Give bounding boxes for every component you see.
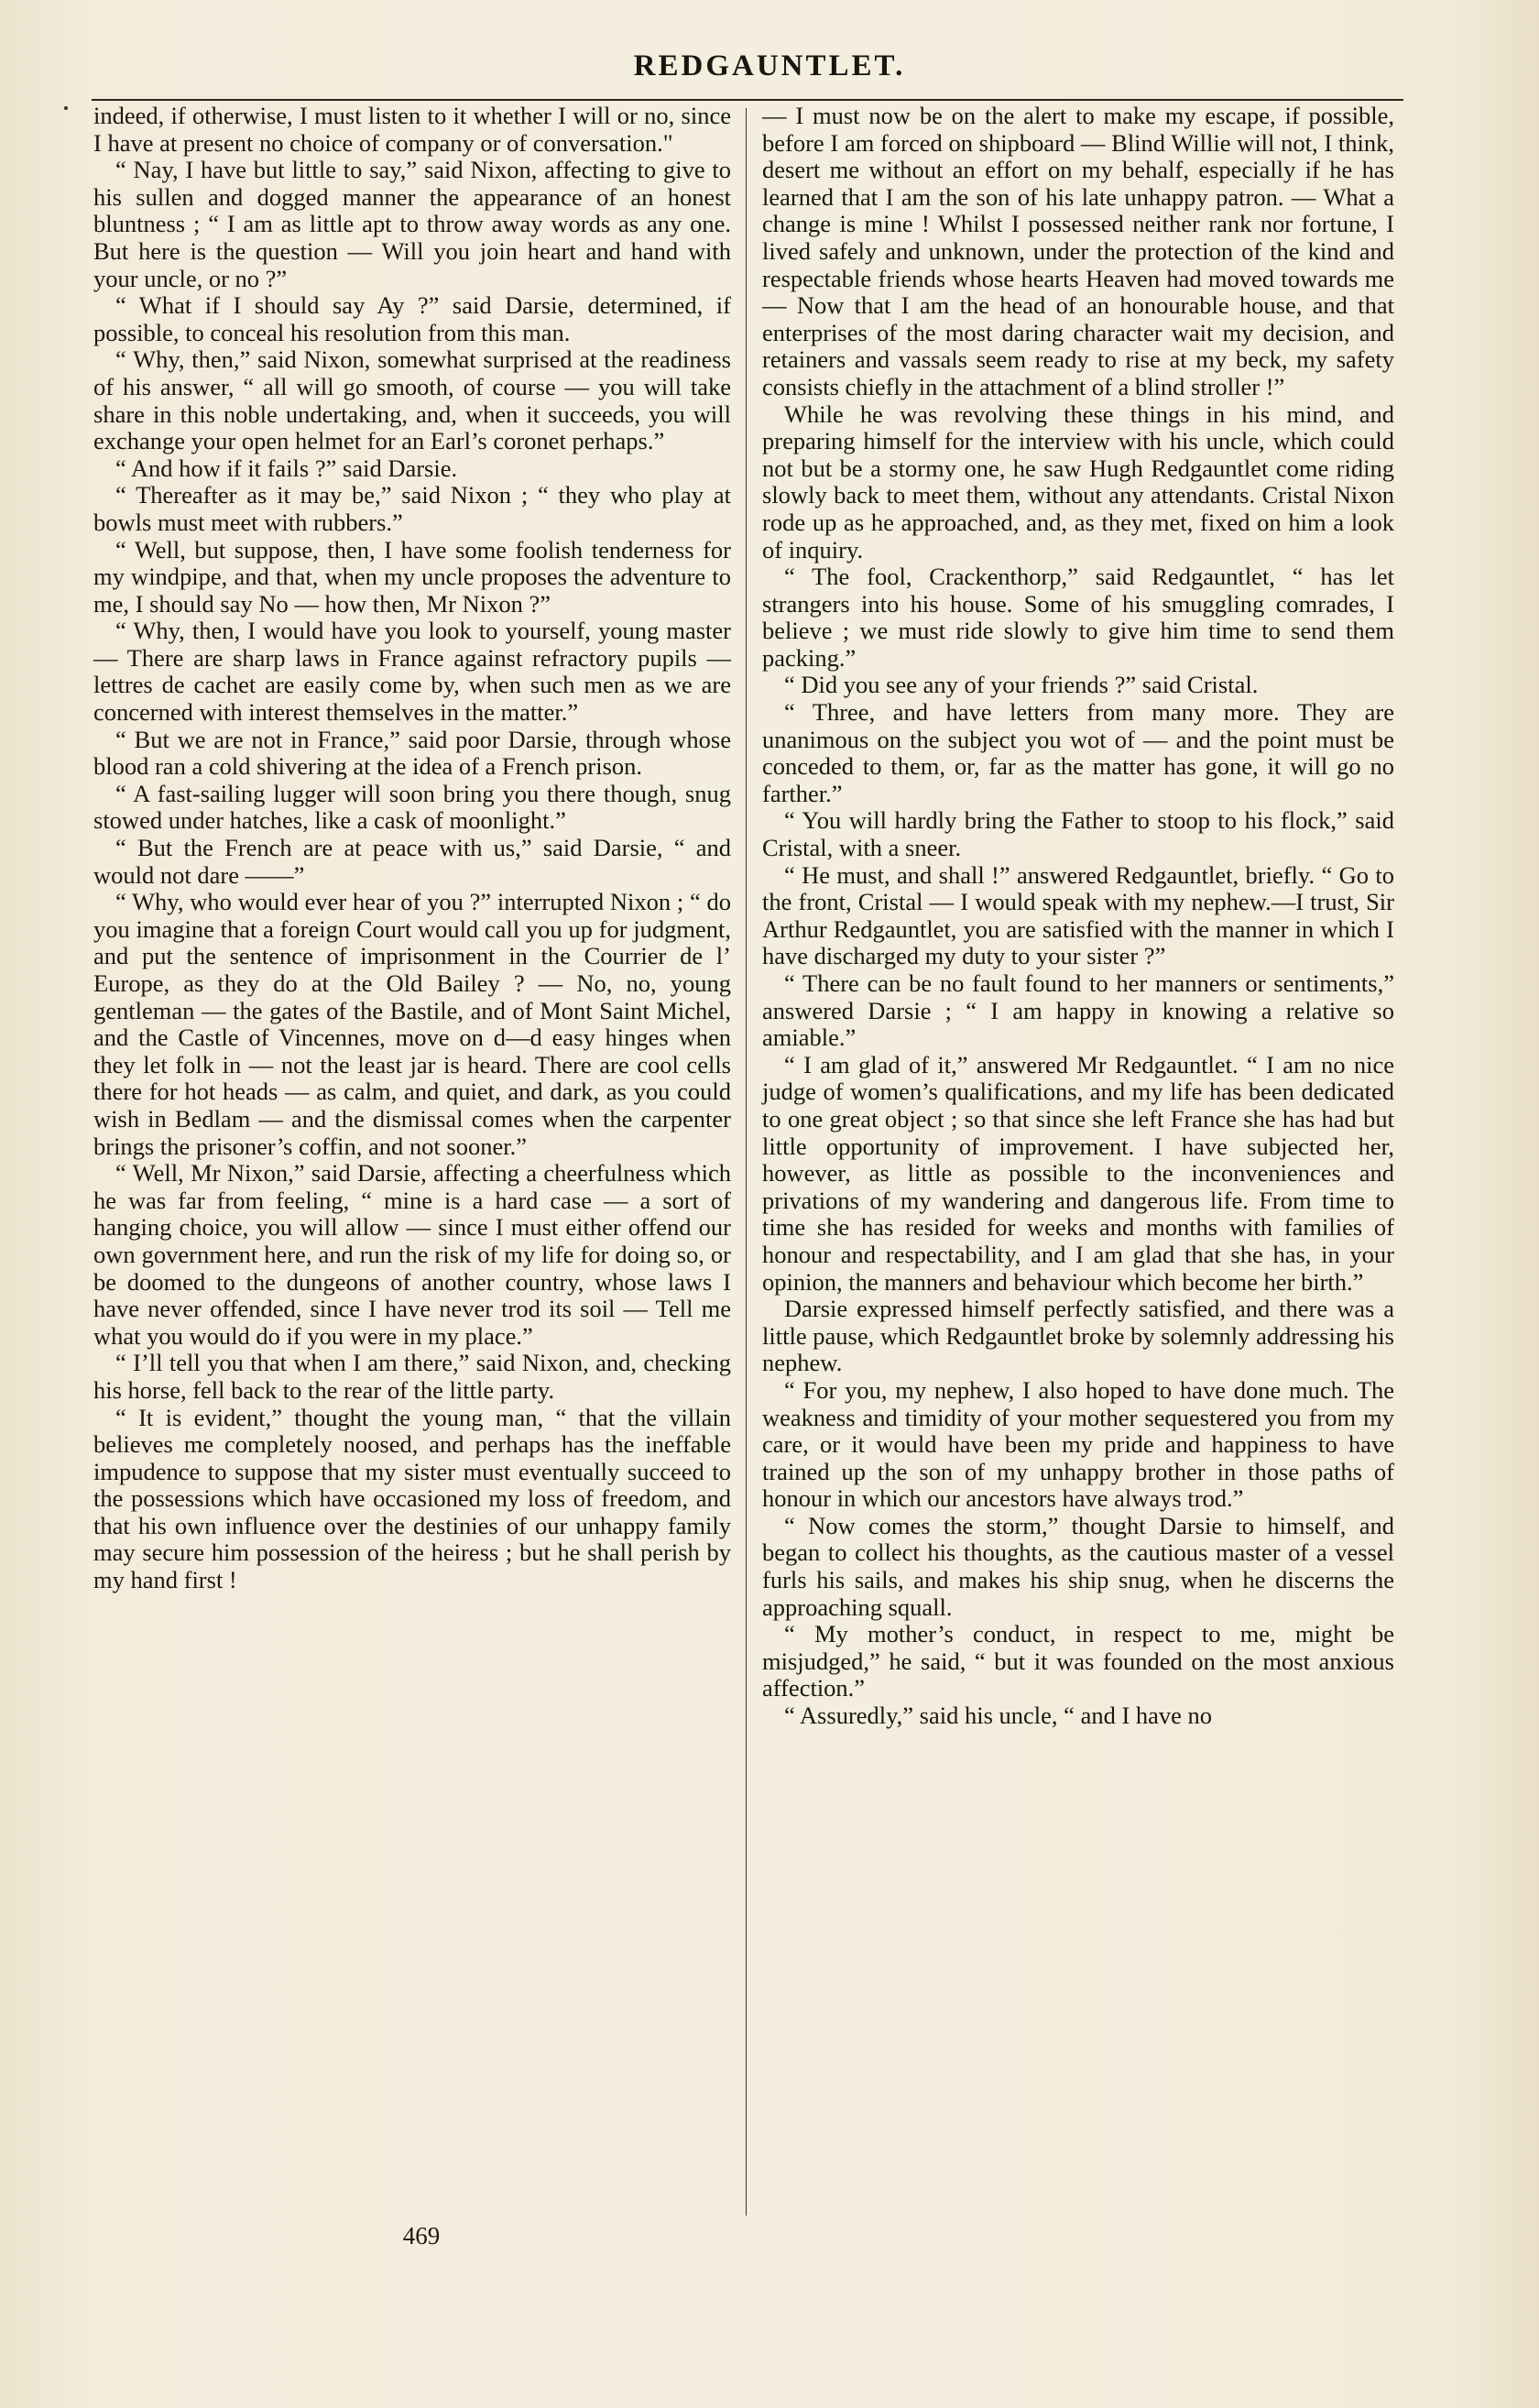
paragraph: While he was revolving these things in his mind, and preparing himself for the interview with his uncle, which could not but be a stormy one, he saw Hugh Redgauntlet come riding slowly back to meet them, without any attendants. Cristal Nixon rode up as he approached, and, as they met, fixed on him a look of inquiry. bbox=[762, 400, 1394, 564]
ink-speck bbox=[64, 106, 68, 110]
paragraph: “ But the French are at peace with us,” said Darsie, “ and would not dare ——” bbox=[93, 834, 731, 889]
paragraph: “ There can be no fault found to her manners or sentiments,” answered Darsie ; “ I am happy in knowing a relative so amiable.” bbox=[762, 969, 1394, 1052]
paragraph: “ He must, and shall !” answered Redgauntlet, briefly. “ Go to the front, Cristal — I would speak with my nephew.—I trust, Sir Arthur Redgauntlet, you are satisfied with the manner in which I have discharged my duty to your sister ?” bbox=[762, 860, 1394, 970]
paragraph: “ Now comes the storm,” thought Darsie to himself, and began to collect his thoughts, as the cautious master of a vessel furls his sails, and makes his ship snug, when he discerns the approaching squall. bbox=[762, 1511, 1394, 1621]
paragraph: “ My mother’s conduct, in respect to me, might be misjudged,” he said, “ but it was founded on the most anxious affection.” bbox=[762, 1620, 1394, 1702]
paragraph: “ I’ll tell you that when I am there,” said Nixon, and, checking his horse, fell back to the rear of the little party. bbox=[93, 1349, 731, 1404]
paragraph: Darsie expressed himself perfectly satisfied, and there was a little pause, which Redgauntlet broke by solemnly addressing his nephew. bbox=[762, 1295, 1394, 1377]
paragraph: “ Why, then, I would have you look to yourself, young master — There are sharp laws in France against refractory pupils — lettres de cachet are easily come by, when such men as we are concerned with interest themselves in the matter.” bbox=[93, 617, 731, 727]
paragraph: “ It is evident,” thought the young man, “ that the villain believes me completely noosed, and perhaps has the ineffable impudence to suppose that my sister must eventually succeed to the possessions which have occasioned my loss of freedom, and that his own influence over the destinies of our unhappy family may secure him possession of the heiress ; but he shall perish by my hand first ! bbox=[93, 1403, 731, 1594]
left-column bbox=[93, 103, 731, 1594]
page-number: 469 bbox=[402, 2222, 441, 2249]
right-column bbox=[762, 103, 1394, 1730]
running-title: REDGAUNTLET. bbox=[633, 49, 906, 82]
paragraph: “ Three, and have letters from many more. They are unanimous on the subject you wot of — and the point must be conceded to them, or, far as the matter has gone, it will go no farther.” bbox=[762, 698, 1394, 807]
paragraph: “ Well, Mr Nixon,” said Darsie, affecting a cheerfulness which he was far from feeling, “ mine is a hard case — a sort of hanging choice, you will allow — since I must either offend our own government here, and run the risk of my life for doing so, or be doomed to the dungeons of another country, whose laws I have never offended, since I have never trod its soil — Tell me what you would do if you were in my place.” bbox=[93, 1159, 731, 1350]
paragraph: “ Why, who would ever hear of you ?” interrupted Nixon ; “ do you imagine that a foreign Court would call you up for judgment, and put the sentence of imprisonment in the Courrier de l’ Europe, as they do at the Old Bailey ? — No, no, young gentleman — the gates of the Bastile, and of Mont Saint Michel, and the Castle of Vincennes, move on d—d easy hinges when they let folk in — not the least jar is heard. There are cool cells there for hot heads — as calm, and quiet, and dark, as you could wish in Bedlam — and the dismissal comes when the carpenter brings the prisoner’s coffin, and not sooner.” bbox=[93, 888, 731, 1160]
paragraph: “ You will hardly bring the Father to stoop to his flock,” said Cristal, with a sneer. bbox=[762, 806, 1394, 862]
paragraph: “ Well, but suppose, then, I have some foolish tenderness for my windpipe, and that, when my uncle proposes the adventure to me, I should say No — how then, Mr Nixon ?” bbox=[93, 535, 731, 618]
paragraph: “ Assuredly,” said his uncle, “ and I have no bbox=[784, 1702, 1213, 1730]
paragraph: “ But we are not in France,” said poor Darsie, through whose blood ran a cold shivering at the idea of a French prison. bbox=[93, 725, 731, 781]
header-rule bbox=[92, 99, 1403, 101]
column-divider bbox=[746, 108, 747, 2216]
paragraph: “ Did you see any of your friends ?” said Cristal. bbox=[784, 671, 1259, 699]
paragraph: “ Nay, I have but little to say,” said Nixon, affecting to give to his sullen and dogged manner the appearance of an honest bluntness ; “ I am as little apt to throw away words as any one. But here is the question — Will you join heart and hand with your uncle, or no ?” bbox=[93, 156, 731, 292]
paragraph: “ For you, my nephew, I also hoped to have done much. The weakness and timidity of your mother sequestered you from my care, or it would have been my pride and happiness to have trained up the son of my unhappy brother in those paths of honour in which our ancestors have always trod.” bbox=[762, 1375, 1394, 1513]
paragraph: “ A fast-sailing lugger will soon bring you there though, snug stowed under hatches, like a cask of moonlight.” bbox=[93, 779, 731, 835]
paragraph: “ What if I should say Ay ?” said Darsie, determined, if possible, to conceal his resolution from this man. bbox=[93, 291, 731, 346]
paragraph: — I must now be on the alert to make my escape, if possible, before I am forced on shipboard — Blind Willie will not, I think, desert me without an effort on my behalf, especially if he has learned that I am the son of his late unhappy patron. — What a change is mine ! Whilst I possessed neither rank nor fortune, I lived safely and unknown, under the protection of the kind and respectable friends whose hearts Heaven had moved towards me — Now that I am the head of an honourable house, and that enterprises of the most daring character wait my decision, and retainers and vassals seem ready to rise at my beck, my safety consists chiefly in the attachment of a blind stroller !” bbox=[762, 102, 1394, 400]
paragraph: “ Thereafter as it may be,” said Nixon ; “ they who play at bowls must meet with rubbers.” bbox=[93, 481, 731, 536]
paragraph: indeed, if otherwise, I must listen to it whether I will or no, since I have at present no choice of company or of conversation." bbox=[93, 102, 731, 157]
paragraph: “ Why, then,” said Nixon, somewhat surprised at the readiness of his answer, “ all will go smooth, of course — you will take share in this noble undertaking, and, when it succeeds, you will exchange your open helmet for an Earl’s coronet perhaps.” bbox=[93, 345, 731, 455]
paragraph: “ And how if it fails ?” said Darsie. bbox=[115, 454, 458, 482]
paragraph: “ The fool, Crackenthorp,” said Redgauntlet, “ has let strangers into his house. Some of his smuggling comrades, I believe ; we must ride slowly to give him time to send them packing.” bbox=[762, 563, 1394, 672]
paragraph: “ I am glad of it,” answered Mr Redgauntlet. “ I am no nice judge of women’s qualifications, and my life has been dedicated to one great object ; so that since she left France she has had but little opportunity of improvement. I have subjected her, however, as little as possible to the inconveniences and privations of my wandering and dangerous life. From time to time she has resided for weeks and months with families of honour and respectability, and I am glad that she has, in your opinion, the manners and behaviour which become her birth.” bbox=[762, 1050, 1394, 1296]
